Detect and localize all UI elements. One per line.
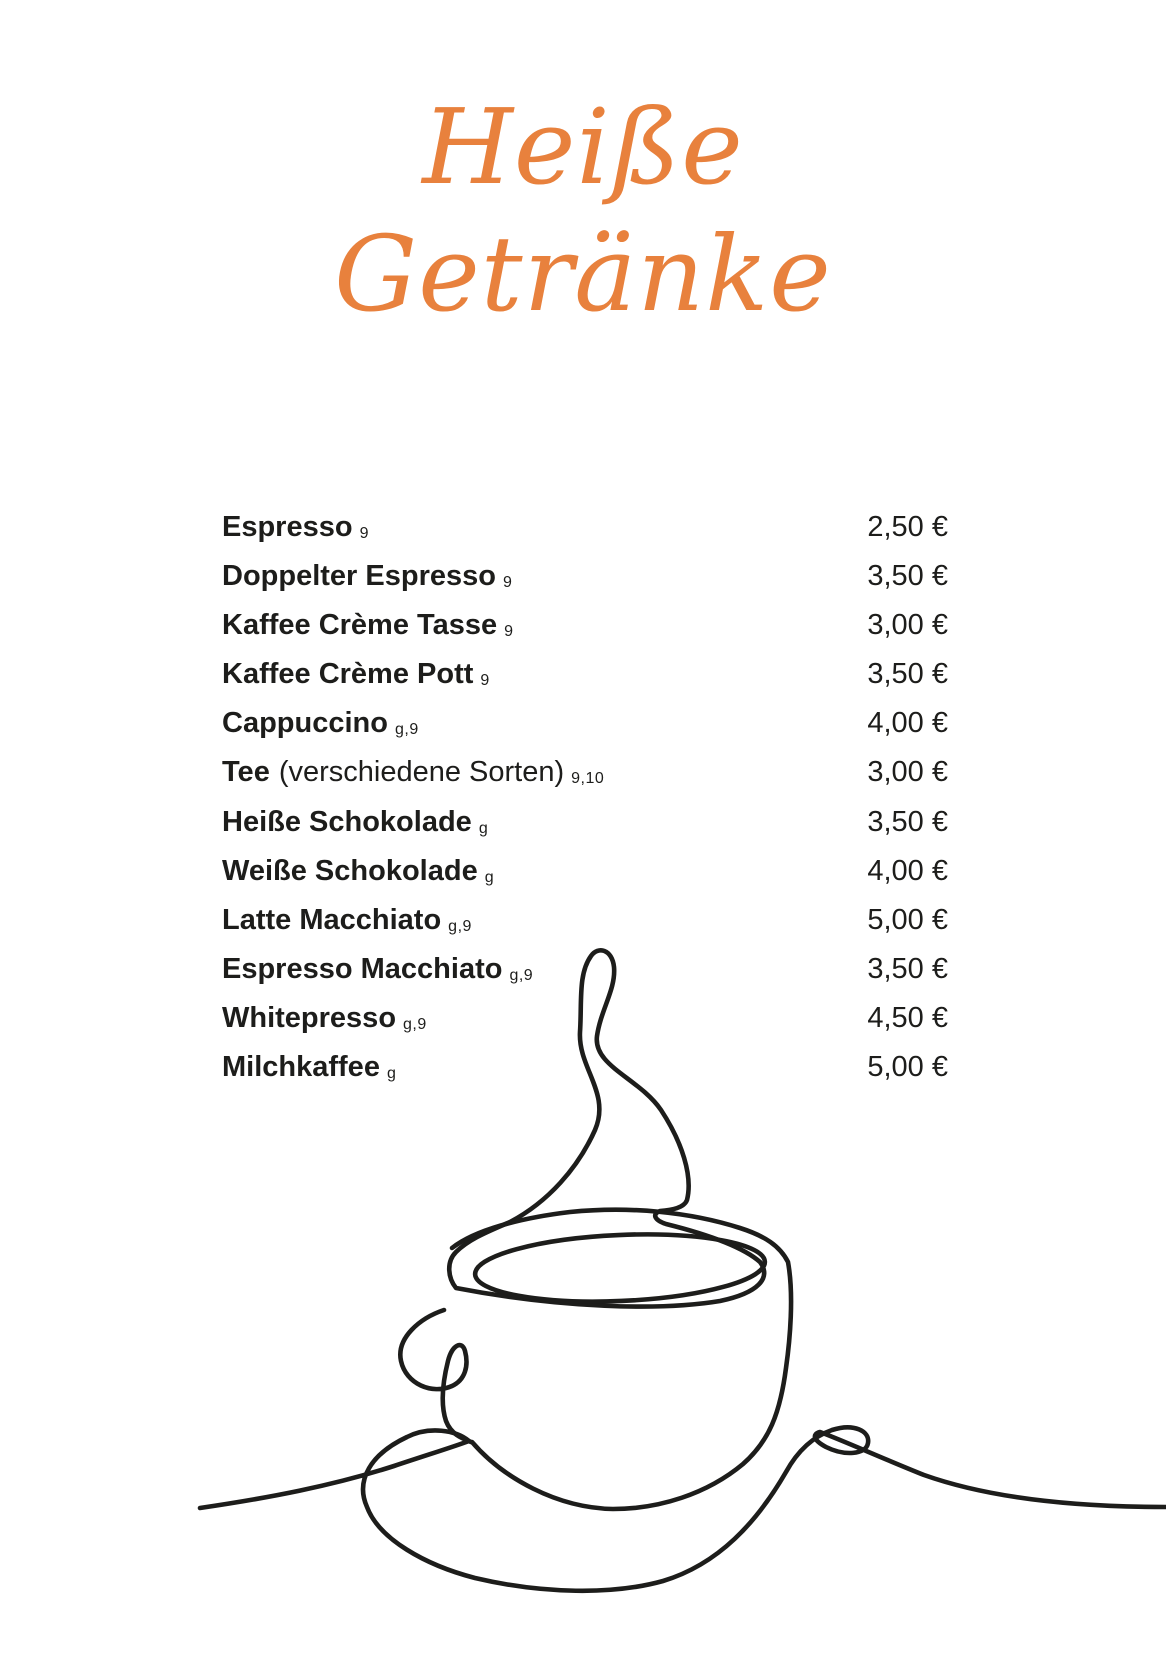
page-title: [0, 84, 1166, 338]
item-price: 4,50 €: [867, 1001, 948, 1034]
item-price: 3,50 €: [867, 952, 948, 985]
item-price: 3,50 €: [867, 805, 948, 838]
item-name: Tee: [222, 756, 270, 789]
menu-row: [222, 701, 948, 750]
menu-row: [222, 750, 948, 799]
saucer-and-table-line: [200, 1427, 1166, 1590]
item-price: 3,00 €: [867, 756, 948, 789]
menu-item-label: [222, 554, 512, 603]
menu-row: [222, 947, 948, 996]
menu-item-label: [222, 505, 369, 554]
menu-item-label: [222, 898, 472, 947]
coffee-surface-ellipse: [474, 1229, 767, 1308]
item-price: 5,00 €: [867, 1051, 948, 1084]
item-refs: g,9: [394, 721, 419, 739]
menu-item-label: [222, 603, 514, 652]
item-name: Heiße Schokolade: [222, 805, 472, 838]
item-name: Kaffee Crème Tasse: [222, 609, 498, 642]
menu-row: [222, 603, 948, 652]
item-price: 2,50 €: [867, 511, 948, 543]
item-price: 4,00 €: [867, 707, 948, 740]
item-refs: 9: [504, 623, 514, 641]
menu-item-label: [222, 701, 419, 750]
item-refs: g,9: [448, 917, 472, 935]
page-title-line1: Heiße: [422, 86, 744, 208]
item-price: 5,00 €: [867, 903, 948, 936]
cup-rim-and-body-line: [452, 1210, 791, 1509]
item-name: Weiße Schokolade: [222, 854, 478, 887]
menu-row: [222, 554, 948, 603]
menu-item-label: [222, 996, 427, 1045]
item-name: Latte Macchiato: [222, 903, 442, 936]
item-name: Cappuccino: [222, 707, 388, 740]
menu-item-label: [222, 750, 604, 799]
menu-list: [222, 505, 948, 1094]
menu-row: [222, 1045, 948, 1094]
item-price: 3,50 €: [867, 658, 948, 691]
menu-row: [222, 996, 948, 1045]
menu-item-label: [222, 652, 490, 701]
item-refs: g: [478, 819, 489, 837]
item-refs: 9,10: [571, 770, 605, 788]
menu-row: [222, 652, 948, 701]
item-price: 3,50 €: [867, 560, 948, 593]
item-refs: 9: [480, 672, 490, 690]
item-name: Espresso Macchiato: [222, 952, 503, 985]
item-note: (verschiedene Sorten): [278, 756, 565, 789]
menu-row: [222, 505, 948, 554]
item-price: 4,00 €: [867, 854, 948, 887]
item-refs: g: [386, 1065, 397, 1083]
menu-item-label: [222, 849, 494, 898]
item-name: Espresso: [222, 511, 353, 543]
item-name: Milchkaffee: [222, 1051, 380, 1084]
item-refs: g: [484, 868, 495, 886]
item-name: Kaffee Crème Pott: [222, 658, 474, 691]
item-refs: 9: [359, 525, 369, 542]
item-price: 3,00 €: [867, 609, 948, 642]
page-title-line2: Getränke: [334, 212, 832, 335]
menu-row: [222, 800, 948, 849]
item-refs: g,9: [509, 966, 534, 984]
item-refs: 9: [502, 574, 513, 592]
item-refs: g,9: [403, 1015, 427, 1033]
menu-item-label: [222, 947, 533, 996]
menu-item-label: [222, 1045, 396, 1094]
item-name: Whitepresso: [222, 1001, 397, 1034]
menu-row: [222, 849, 948, 898]
menu-row: [222, 898, 948, 947]
item-name: Doppelter Espresso: [222, 560, 496, 593]
menu-item-label: [222, 800, 488, 849]
cup-handle-line: [400, 1310, 471, 1442]
